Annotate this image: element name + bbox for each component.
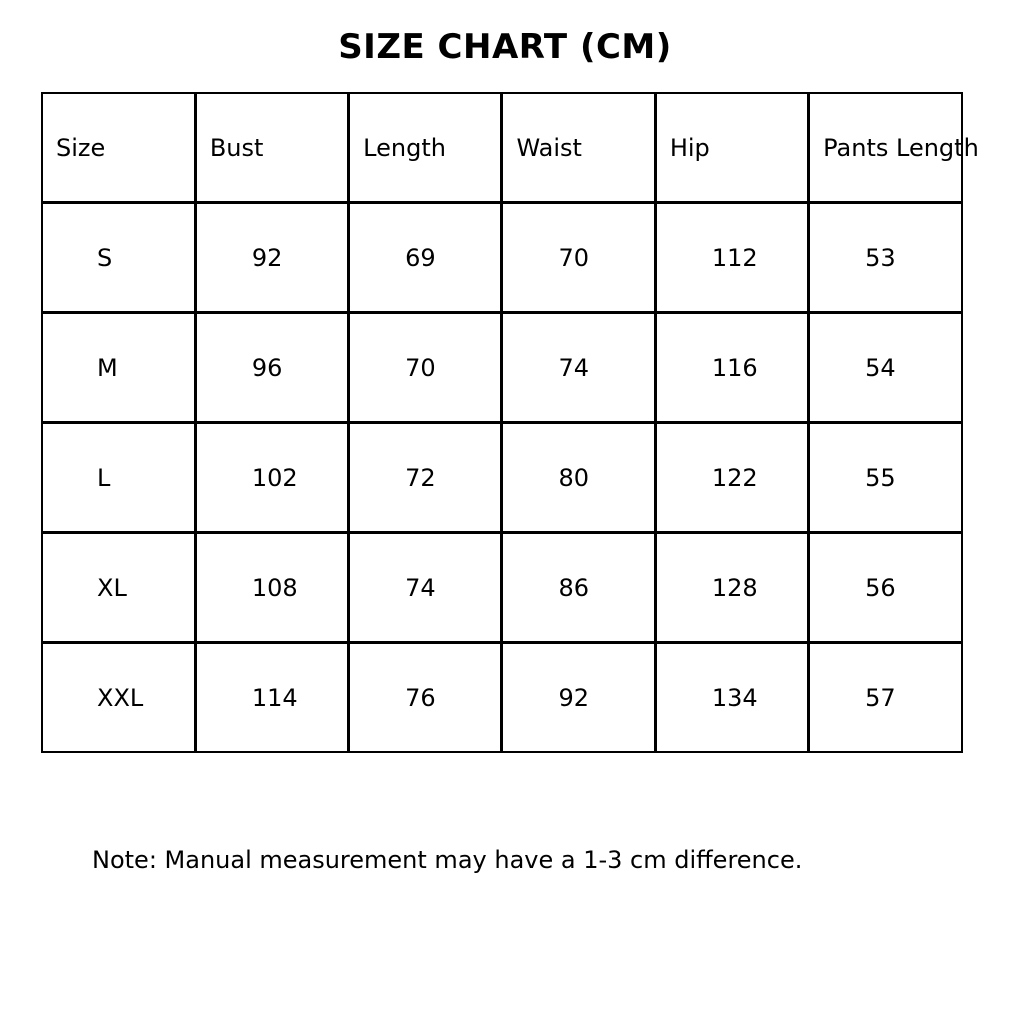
bust-cell: 108 bbox=[195, 533, 348, 643]
page-title: SIZE CHART (CM) bbox=[338, 27, 672, 67]
hip-cell: 112 bbox=[655, 203, 808, 313]
bust-cell: 102 bbox=[195, 423, 348, 533]
size-cell: S bbox=[42, 203, 195, 313]
waist-cell: 80 bbox=[502, 423, 655, 533]
waist-cell: 92 bbox=[502, 643, 655, 753]
length-cell: 70 bbox=[349, 313, 502, 423]
pants-length-cell: 55 bbox=[809, 423, 962, 533]
header-hip: Hip bbox=[655, 93, 808, 203]
pants-length-cell: 54 bbox=[809, 313, 962, 423]
size-cell: XL bbox=[42, 533, 195, 643]
size-chart-table bbox=[41, 92, 979, 753]
table-row bbox=[42, 533, 962, 643]
length-cell: 69 bbox=[349, 203, 502, 313]
hip-cell: 122 bbox=[655, 423, 808, 533]
header-length: Length bbox=[349, 93, 502, 203]
table-row bbox=[42, 203, 962, 313]
hip-cell: 128 bbox=[655, 533, 808, 643]
waist-cell: 86 bbox=[502, 533, 655, 643]
size-cell: L bbox=[42, 423, 195, 533]
header-row bbox=[42, 93, 962, 203]
bust-cell: 114 bbox=[195, 643, 348, 753]
size-cell: M bbox=[42, 313, 195, 423]
table-row bbox=[42, 423, 962, 533]
hip-cell: 134 bbox=[655, 643, 808, 753]
waist-cell: 70 bbox=[502, 203, 655, 313]
waist-cell: 74 bbox=[502, 313, 655, 423]
length-cell: 76 bbox=[349, 643, 502, 753]
bust-cell: 96 bbox=[195, 313, 348, 423]
table-row bbox=[42, 643, 962, 753]
length-cell: 74 bbox=[349, 533, 502, 643]
pants-length-cell: 57 bbox=[809, 643, 962, 753]
length-cell: 72 bbox=[349, 423, 502, 533]
table-row bbox=[42, 313, 962, 423]
size-cell: XXL bbox=[42, 643, 195, 753]
header-size: Size bbox=[42, 93, 195, 203]
header-waist: Waist bbox=[502, 93, 655, 203]
pants-length-cell: 56 bbox=[809, 533, 962, 643]
hip-cell: 116 bbox=[655, 313, 808, 423]
bust-cell: 92 bbox=[195, 203, 348, 313]
header-bust: Bust bbox=[195, 93, 348, 203]
pants-length-cell: 53 bbox=[809, 203, 962, 313]
measurement-note: Note: Manual measurement may have a 1-3 cm difference. bbox=[92, 846, 803, 874]
header-pants-length: Pants Length bbox=[809, 93, 962, 203]
